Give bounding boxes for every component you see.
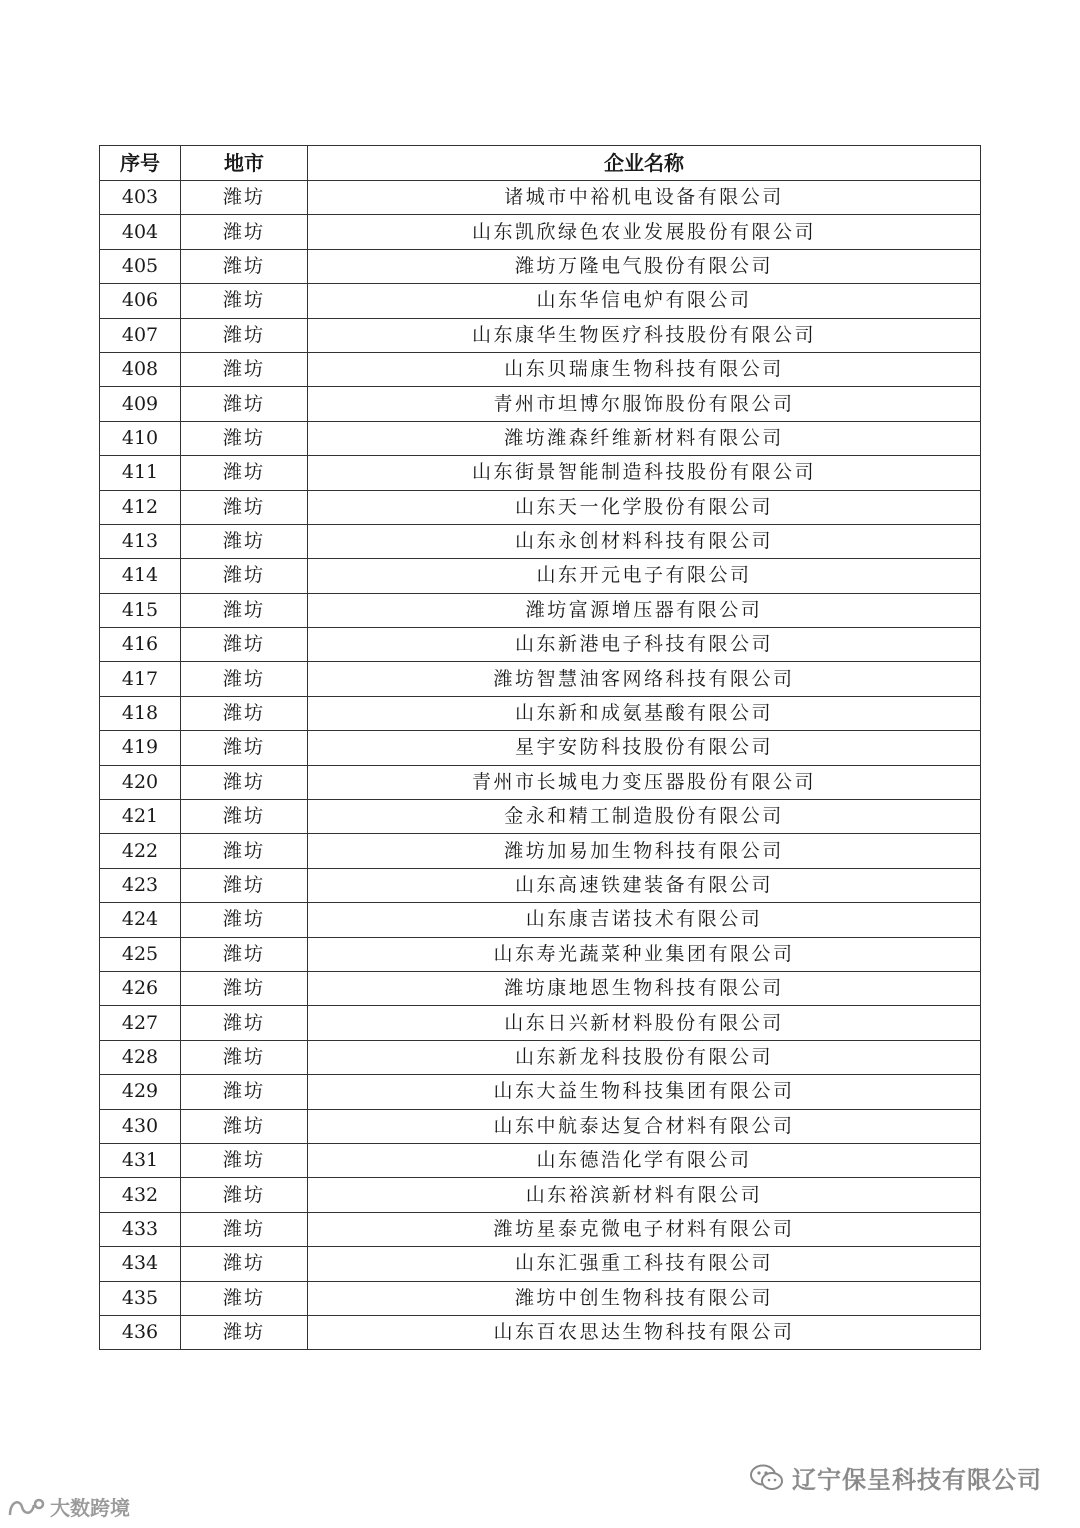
table-row	[100, 456, 981, 490]
row-city: 潍坊	[181, 1109, 308, 1143]
row-company-name: 山东高速铁建装备有限公司	[308, 868, 981, 902]
row-number: 420	[100, 765, 181, 799]
row-city: 潍坊	[181, 284, 308, 318]
row-city: 潍坊	[181, 1178, 308, 1212]
row-company-name: 山东汇强重工科技有限公司	[308, 1247, 981, 1281]
row-city: 潍坊	[181, 524, 308, 558]
table-row	[100, 559, 981, 593]
source-watermark	[6, 1492, 130, 1521]
row-city: 潍坊	[181, 937, 308, 971]
row-number: 415	[100, 593, 181, 627]
header-name: 企业名称	[308, 146, 981, 181]
row-city: 潍坊	[181, 456, 308, 490]
table-row	[100, 249, 981, 283]
row-number: 424	[100, 903, 181, 937]
row-company-name: 潍坊星泰克微电子材料有限公司	[308, 1212, 981, 1246]
table-row	[100, 387, 981, 421]
row-city: 潍坊	[181, 352, 308, 386]
table-row	[100, 937, 981, 971]
row-number: 404	[100, 215, 181, 249]
wechat-watermark	[750, 1460, 1042, 1495]
row-number: 408	[100, 352, 181, 386]
row-city: 潍坊	[181, 1247, 308, 1281]
row-company-name: 山东新港电子科技有限公司	[308, 628, 981, 662]
row-company-name: 山东凯欣绿色农业发展股份有限公司	[308, 215, 981, 249]
table-row	[100, 834, 981, 868]
row-city: 潍坊	[181, 421, 308, 455]
row-number: 403	[100, 181, 181, 215]
table-row	[100, 971, 981, 1005]
row-company-name: 山东康华生物医疗科技股份有限公司	[308, 318, 981, 352]
row-number: 434	[100, 1247, 181, 1281]
table-row	[100, 731, 981, 765]
table-row	[100, 1247, 981, 1281]
row-city: 潍坊	[181, 593, 308, 627]
table-header-row	[100, 146, 981, 181]
row-city: 潍坊	[181, 834, 308, 868]
header-no: 序号	[100, 146, 181, 181]
table-row	[100, 868, 981, 902]
row-number: 409	[100, 387, 181, 421]
row-number: 433	[100, 1212, 181, 1246]
row-city: 潍坊	[181, 1006, 308, 1040]
header-city: 地市	[181, 146, 308, 181]
enterprise-table	[99, 145, 981, 1350]
table-row	[100, 215, 981, 249]
row-number: 416	[100, 628, 181, 662]
row-city: 潍坊	[181, 1040, 308, 1074]
table-row	[100, 1212, 981, 1246]
row-city: 潍坊	[181, 1281, 308, 1315]
row-company-name: 山东华信电炉有限公司	[308, 284, 981, 318]
row-number: 417	[100, 662, 181, 696]
row-city: 潍坊	[181, 387, 308, 421]
table-row	[100, 490, 981, 524]
row-number: 411	[100, 456, 181, 490]
row-number: 413	[100, 524, 181, 558]
row-company-name: 山东街景智能制造科技股份有限公司	[308, 456, 981, 490]
row-number: 429	[100, 1075, 181, 1109]
table-row	[100, 903, 981, 937]
table-row	[100, 1040, 981, 1074]
row-city: 潍坊	[181, 249, 308, 283]
table-row	[100, 593, 981, 627]
row-company-name: 潍坊中创生物科技有限公司	[308, 1281, 981, 1315]
row-company-name: 山东贝瑞康生物科技有限公司	[308, 352, 981, 386]
row-company-name: 潍坊万隆电气股份有限公司	[308, 249, 981, 283]
row-number: 425	[100, 937, 181, 971]
row-number: 406	[100, 284, 181, 318]
row-company-name: 潍坊富源增压器有限公司	[308, 593, 981, 627]
row-number: 427	[100, 1006, 181, 1040]
row-city: 潍坊	[181, 1143, 308, 1177]
row-city: 潍坊	[181, 1315, 308, 1349]
wechat-icon	[750, 1464, 784, 1492]
row-company-name: 山东新龙科技股份有限公司	[308, 1040, 981, 1074]
row-city: 潍坊	[181, 662, 308, 696]
row-number: 410	[100, 421, 181, 455]
row-number: 418	[100, 696, 181, 730]
row-company-name: 山东德浩化学有限公司	[308, 1143, 981, 1177]
table-row	[100, 1281, 981, 1315]
row-company-name: 青州市坦博尔服饰股份有限公司	[308, 387, 981, 421]
row-company-name: 潍坊康地恩生物科技有限公司	[308, 971, 981, 1005]
row-number: 431	[100, 1143, 181, 1177]
table-row	[100, 1006, 981, 1040]
row-company-name: 星宇安防科技股份有限公司	[308, 731, 981, 765]
row-company-name: 山东开元电子有限公司	[308, 559, 981, 593]
row-company-name: 山东百农思达生物科技有限公司	[308, 1315, 981, 1349]
row-number: 435	[100, 1281, 181, 1315]
row-city: 潍坊	[181, 868, 308, 902]
row-company-name: 诸城市中裕机电设备有限公司	[308, 181, 981, 215]
row-city: 潍坊	[181, 903, 308, 937]
row-city: 潍坊	[181, 628, 308, 662]
row-number: 407	[100, 318, 181, 352]
table-row	[100, 765, 981, 799]
row-number: 405	[100, 249, 181, 283]
row-number: 432	[100, 1178, 181, 1212]
table-row	[100, 284, 981, 318]
row-company-name: 山东寿光蔬菜种业集团有限公司	[308, 937, 981, 971]
row-city: 潍坊	[181, 731, 308, 765]
row-city: 潍坊	[181, 800, 308, 834]
table-row	[100, 1075, 981, 1109]
table-row	[100, 318, 981, 352]
table-row	[100, 352, 981, 386]
row-company-name: 潍坊智慧油客网络科技有限公司	[308, 662, 981, 696]
row-company-name: 山东新和成氨基酸有限公司	[308, 696, 981, 730]
row-company-name: 山东日兴新材料股份有限公司	[308, 1006, 981, 1040]
row-city: 潍坊	[181, 971, 308, 1005]
row-company-name: 潍坊潍森纤维新材料有限公司	[308, 421, 981, 455]
table-row	[100, 662, 981, 696]
row-number: 419	[100, 731, 181, 765]
row-company-name: 山东康吉诺技术有限公司	[308, 903, 981, 937]
table-row	[100, 1178, 981, 1212]
row-number: 421	[100, 800, 181, 834]
row-number: 436	[100, 1315, 181, 1349]
row-number: 422	[100, 834, 181, 868]
row-city: 潍坊	[181, 490, 308, 524]
row-city: 潍坊	[181, 696, 308, 730]
wechat-watermark-text: 辽宁保呈科技有限公司	[792, 1466, 1042, 1494]
table-row	[100, 524, 981, 558]
row-number: 430	[100, 1109, 181, 1143]
row-company-name: 山东裕滨新材料有限公司	[308, 1178, 981, 1212]
row-city: 潍坊	[181, 765, 308, 799]
table-row	[100, 1143, 981, 1177]
row-number: 426	[100, 971, 181, 1005]
row-city: 潍坊	[181, 1075, 308, 1109]
table-row	[100, 421, 981, 455]
table-row	[100, 1109, 981, 1143]
row-city: 潍坊	[181, 1212, 308, 1246]
row-city: 潍坊	[181, 215, 308, 249]
row-city: 潍坊	[181, 318, 308, 352]
row-company-name: 山东大益生物科技集团有限公司	[308, 1075, 981, 1109]
table-row	[100, 800, 981, 834]
source-watermark-text: 大数跨境	[50, 1496, 130, 1520]
row-company-name: 青州市长城电力变压器股份有限公司	[308, 765, 981, 799]
row-city: 潍坊	[181, 181, 308, 215]
table-row	[100, 181, 981, 215]
row-company-name: 山东永创材料科技有限公司	[308, 524, 981, 558]
row-company-name: 潍坊加易加生物科技有限公司	[308, 834, 981, 868]
row-number: 423	[100, 868, 181, 902]
row-number: 428	[100, 1040, 181, 1074]
logo-icon	[6, 1495, 46, 1519]
row-city: 潍坊	[181, 559, 308, 593]
row-number: 412	[100, 490, 181, 524]
row-number: 414	[100, 559, 181, 593]
row-company-name: 山东天一化学股份有限公司	[308, 490, 981, 524]
table-body	[100, 181, 981, 1350]
table-row	[100, 628, 981, 662]
row-company-name: 山东中航泰达复合材料有限公司	[308, 1109, 981, 1143]
table-row	[100, 696, 981, 730]
row-company-name: 金永和精工制造股份有限公司	[308, 800, 981, 834]
table-row	[100, 1315, 981, 1349]
